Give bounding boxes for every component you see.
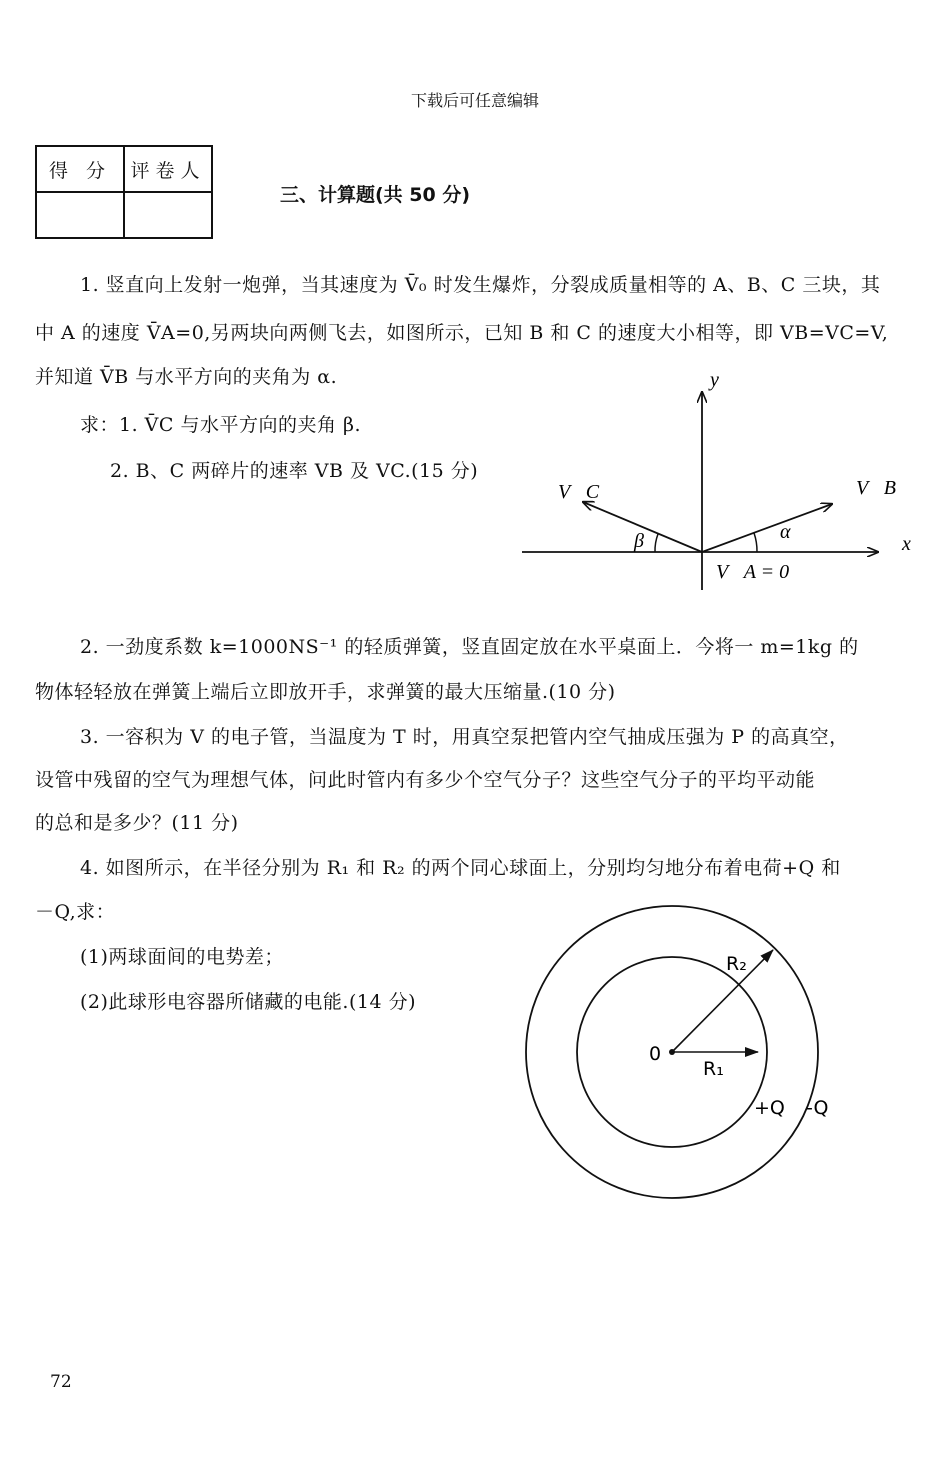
- vb-vector: [702, 504, 832, 552]
- q1-line3: 并知道 V̄B 与水平方向的夹角为 α.: [35, 366, 338, 388]
- q2-line2: 物体轻轻放在弹簧上端后立即放开手，求弹簧的最大压缩量.(10 分): [35, 681, 616, 703]
- grader-header: 评卷人: [124, 146, 212, 192]
- r2-label: R₂: [726, 953, 747, 975]
- header-note: 下载后可任意编辑: [410, 91, 539, 110]
- vb-label: V⃗B: [856, 477, 896, 499]
- y-axis-label: y: [710, 369, 719, 391]
- va-label: V⃗A = 0: [716, 561, 790, 583]
- minus-q-label: -Q: [806, 1097, 829, 1119]
- q4-line2: －Q,求：: [35, 901, 116, 923]
- q1-ask2: 2. B、C 两碎片的速率 VB 及 VC.(15 分): [110, 460, 479, 482]
- alpha-arc: [754, 533, 757, 552]
- r2-vector: [672, 950, 773, 1052]
- q3-line3: 的总和是多少？(11 分): [35, 812, 239, 834]
- score-header: 得 分: [36, 146, 124, 192]
- q1-line2: 中 A 的速度 V̄A=0,另两块向两侧飞去，如图所示，已知 B 和 C 的速度大小相等，即 VB=VC=V,: [35, 322, 889, 344]
- plus-q-label: +Q: [754, 1097, 785, 1119]
- q1-line1: 1. 竖直向上发射一炮弹，当其速度为 V̄₀ 时发生爆炸，分裂成质量相等的 A、B、C 三块，其: [80, 274, 881, 296]
- x-axis-label: x: [902, 533, 911, 555]
- q2-line1: 2. 一劲度系数 k=1000NS⁻¹ 的轻质弹簧，竖直固定放在水平桌面上．今将一 m=1kg 的: [80, 636, 859, 658]
- page-number: 72: [50, 1372, 72, 1392]
- beta-label: β: [634, 530, 644, 552]
- vc-label: V⃗C: [558, 481, 600, 503]
- section-title: 三、计算题(共 50 分): [280, 184, 471, 206]
- beta-arc: [655, 534, 658, 552]
- q4-line1: 4. 如图所示，在半径分别为 R₁ 和 R₂ 的两个同心球面上，分别均匀地分布着电荷+Q 和: [80, 857, 841, 879]
- origin-label: 0: [649, 1043, 662, 1065]
- q4-ask1: (1)两球面间的电势差；: [80, 946, 284, 968]
- alpha-label: α: [780, 521, 791, 543]
- r1-label: R₁: [703, 1058, 724, 1080]
- q1-ask1: 求：1. V̄C 与水平方向的夹角 β.: [80, 414, 362, 436]
- q4-ask2: (2)此球形电容器所储藏的电能.(14 分): [80, 991, 416, 1013]
- q3-line1: 3. 一容积为 V 的电子管，当温度为 T 时，用真空泵把管内空气抽成压强为 P 的高真空，: [80, 726, 849, 748]
- q3-line2: 设管中残留的空气为理想气体，问此时管内有多少个空气分子？这些空气分子的平均平动能: [35, 769, 816, 791]
